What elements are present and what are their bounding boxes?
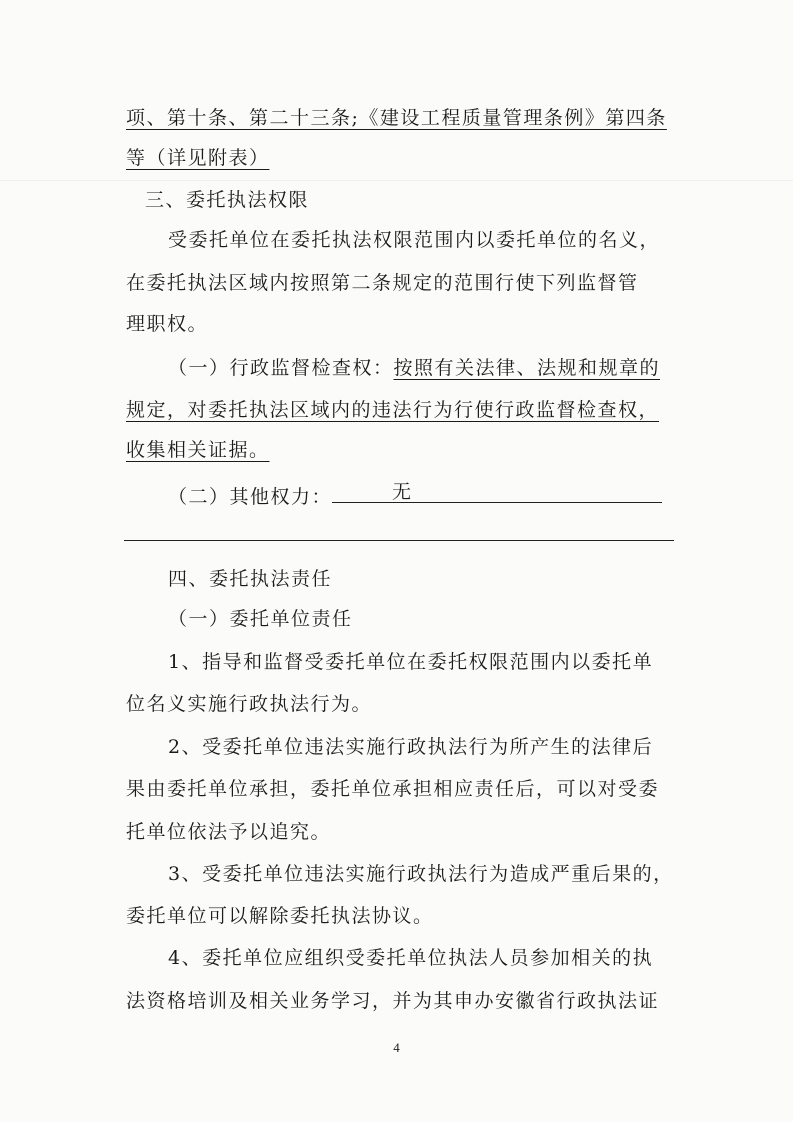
underlined-text: 等（详见附表） [126,147,270,169]
paragraph-first-line: 2、受委托单位违法实施行政执法行为所产生的法律后 [168,736,654,758]
subsection-heading: （一）委托单位责任 [168,608,353,630]
text-line [126,144,674,172]
text-line: 果由委托单位承担，委托单位承担相应责任后，可以对受委 [126,778,660,800]
fill-in-value: 无 [392,481,413,503]
item-label: （二）其他权力： [168,486,333,508]
item-label: （一）行政监督检查权： [168,357,394,379]
section-heading: 三、委托执法权限 [145,189,310,211]
paragraph-first-line [168,354,716,382]
page-number: 4 [393,1040,400,1055]
text-line: 理职权。 [126,313,209,335]
text-line [126,396,674,424]
underlined-text: 收集相关证据。 [126,439,270,461]
text-line: 在委托执法区域内按照第二条规定的范围行使下列监督管 [126,272,639,294]
scan-fold-line [0,180,793,181]
text-line: 托单位依法予以追究。 [126,821,332,843]
blank-rule [124,540,674,541]
fill-in-blank [332,480,662,503]
text-line: 法资格培训及相关业务学习，并为其申办安徽省行政执法证 [126,990,660,1012]
underlined-text: 项、第十条、第二十三条;《建设工程质量管理条例》第四条 [126,107,667,129]
section-heading: 四、委托执法责任 [168,568,333,590]
text-line [126,104,674,132]
paragraph-first-line [168,480,716,511]
underlined-text: 按照有关法律、法规和规章的 [393,357,661,379]
paragraph-first-line: 4、委托单位应组织受委托单位执法人员参加相关的执 [168,947,654,969]
text-line: 委托单位可以解除委托执法协议。 [126,905,434,927]
paragraph-first-line: 1、指导和监督受委托单位在委托权限范围内以委托单 [168,651,654,673]
text-line: 位名义实施行政执法行为。 [126,693,373,715]
paragraph-first-line: 3、受委托单位违法实施行政执法行为造成严重后果的， [168,863,674,885]
text-line [126,436,674,464]
paragraph-first-line: 受委托单位在委托执法权限范围内以委托单位的名义， [168,229,661,251]
underlined-text: 规定，对委托执法区域内的违法行为行使行政监督检查权， [126,399,660,421]
